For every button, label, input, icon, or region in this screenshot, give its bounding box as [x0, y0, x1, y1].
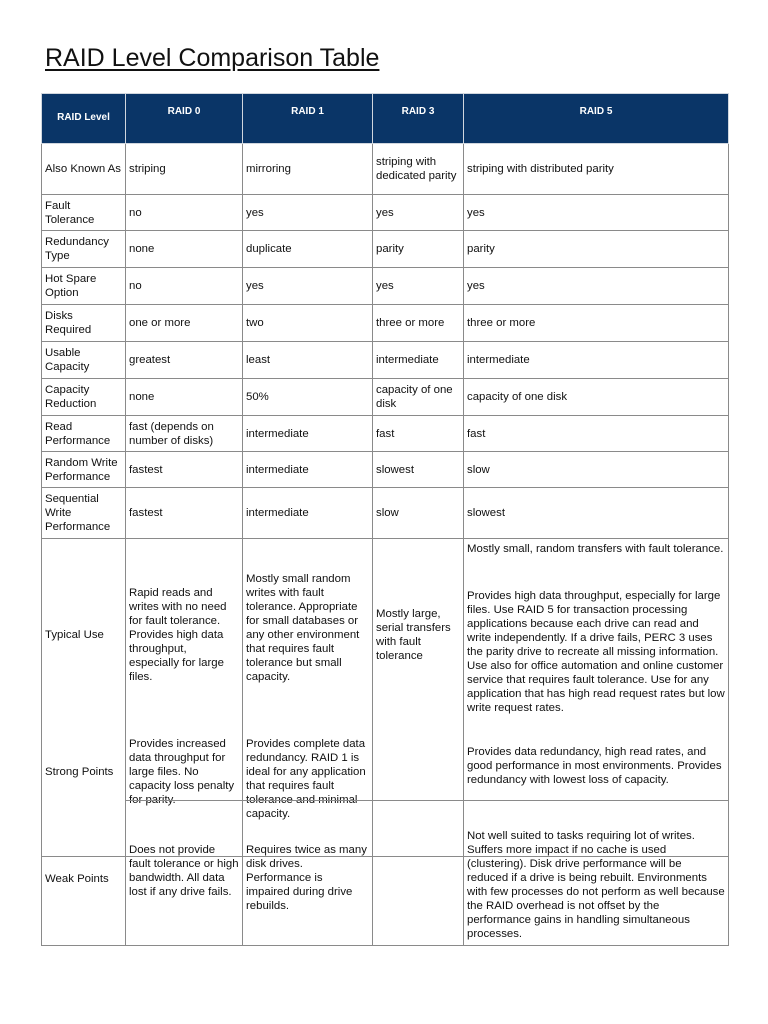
table-cell-group [243, 539, 373, 946]
table-row [42, 539, 729, 946]
table-cell: yes [243, 268, 373, 305]
row-label: Sequential Write Performance [42, 488, 126, 539]
divider [463, 800, 729, 801]
table-cell: yes [243, 195, 373, 231]
table-cell: greatest [126, 342, 243, 379]
divider [463, 856, 729, 857]
table-row [42, 488, 729, 539]
table-cell: none [126, 379, 243, 416]
divider [372, 856, 464, 857]
row-label: Redundancy Type [42, 231, 126, 268]
table-cell: parity [373, 231, 464, 268]
table-cell-group [373, 539, 464, 946]
table-cell: 50% [243, 379, 373, 416]
table-cell: fast [464, 416, 729, 452]
header-raid-level: RAID Level [42, 94, 126, 144]
table-header-row [42, 94, 729, 144]
table-cell: Rapid reads and writes with no need for fault tolerance. Provides high data throughput, especially for large files. [129, 587, 227, 683]
row-label: Capacity Reduction [42, 379, 126, 416]
row-label-group [42, 539, 126, 946]
divider [41, 856, 126, 857]
row-label: Strong Points [45, 766, 114, 778]
row-label: Read Performance [42, 416, 126, 452]
table-cell: fastest [126, 452, 243, 488]
table-row [42, 452, 729, 488]
divider [242, 856, 373, 857]
table-cell: parity [464, 231, 729, 268]
table-cell: none [126, 231, 243, 268]
row-label: Usable Capacity [42, 342, 126, 379]
table-cell: no [126, 195, 243, 231]
row-label: Hot Spare Option [42, 268, 126, 305]
table-cell: one or more [126, 305, 243, 342]
table-cell: Requires twice as many disk drives. Performance is impaired during drive rebuilds. [246, 844, 367, 912]
raid-comparison-table [41, 93, 729, 946]
table-row [42, 268, 729, 305]
table-cell: yes [464, 268, 729, 305]
table-cell: striping with distributed parity [464, 144, 729, 195]
table-cell: intermediate [464, 342, 729, 379]
table-cell: fast (depends on number of disks) [126, 416, 243, 452]
table-cell: three or more [373, 305, 464, 342]
table-row [42, 342, 729, 379]
table-cell: three or more [464, 305, 729, 342]
table-cell: intermediate [243, 416, 373, 452]
table-row [42, 416, 729, 452]
table-cell: Does not provide fault tolerance or high bandwidth. All data lost if any drive fails. [129, 844, 239, 898]
table-cell: Not well suited to tasks requiring lot of writes. Suffers more impact if no cache is used (clustering). Disk drive performance will be reduced if a drive is being rebuilt. Environments with few processes do not perform as well because the RAID overhead is not offset by the performance gains in handling simultaneous processes. [467, 830, 725, 940]
table-cell: fastest [126, 488, 243, 539]
table-row [42, 305, 729, 342]
row-label: Also Known As [42, 144, 126, 195]
table-cell: duplicate [243, 231, 373, 268]
table-cell: capacity of one disk [464, 379, 729, 416]
table-cell: intermediate [373, 342, 464, 379]
table-cell-group [464, 539, 729, 946]
table-cell: yes [373, 195, 464, 231]
table-cell: slowest [373, 452, 464, 488]
page-title: RAID Level Comparison Table [45, 44, 380, 72]
table-cell: Provides high data throughput, especially for large files. Use RAID 5 for transaction processing applications because each drive can read and write independently. If a drive fails, PERC 3 uses the parity drive to recreate all missing information. Use also for office automation and online customer service that requires fault tolerance. Use for any application that has high read request rates but low write request rates. [467, 590, 725, 714]
table-cell: capacity of one disk [373, 379, 464, 416]
row-label: Disks Required [42, 305, 126, 342]
row-label: Typical Use [45, 629, 104, 641]
table-cell: fast [373, 416, 464, 452]
table-cell: Provides increased data throughput for large files. No capacity loss penalty for parity. [129, 738, 235, 806]
table-cell: yes [464, 195, 729, 231]
table-cell: striping with dedicated parity [373, 144, 464, 195]
divider [242, 800, 373, 801]
table-cell: Mostly small random writes with fault tolerance. Appropriate for small databases or any other environment that requires fault tolerance but small capacity. [246, 573, 360, 683]
table-cell: slowest [464, 488, 729, 539]
table-cell: mirroring [243, 144, 373, 195]
table-cell: two [243, 305, 373, 342]
table-cell: Provides data redundancy, high read rates, and good performance in most environments. Provides redundancy with lowest loss of capacity. [467, 746, 722, 786]
table-cell: intermediate [243, 452, 373, 488]
table-cell: Provides complete data redundancy. RAID 1 is ideal for any application that requires fault tolerance and minimal capacity. [246, 738, 366, 820]
table-cell: Mostly large, serial transfers with fault tolerance [376, 608, 451, 662]
table-row [42, 195, 729, 231]
table-cell: yes [373, 268, 464, 305]
table-cell: slow [373, 488, 464, 539]
table-cell-group [126, 539, 243, 946]
table-cell: Mostly small, random transfers with fault tolerance. [467, 543, 724, 555]
table-cell: intermediate [243, 488, 373, 539]
table-cell: slow [464, 452, 729, 488]
header-raid-5: RAID 5 [464, 94, 729, 144]
row-label: Random Write Performance [42, 452, 126, 488]
table-row [42, 231, 729, 268]
divider [372, 800, 464, 801]
header-raid-1: RAID 1 [243, 94, 373, 144]
table-cell: no [126, 268, 243, 305]
header-raid-3: RAID 3 [373, 94, 464, 144]
divider [125, 856, 243, 857]
table-cell: least [243, 342, 373, 379]
header-raid-0: RAID 0 [126, 94, 243, 144]
row-label: Fault Tolerance [42, 195, 126, 231]
row-label: Weak Points [45, 873, 109, 885]
table-cell: striping [126, 144, 243, 195]
divider [125, 800, 243, 801]
table-row [42, 144, 729, 195]
table-row [42, 379, 729, 416]
